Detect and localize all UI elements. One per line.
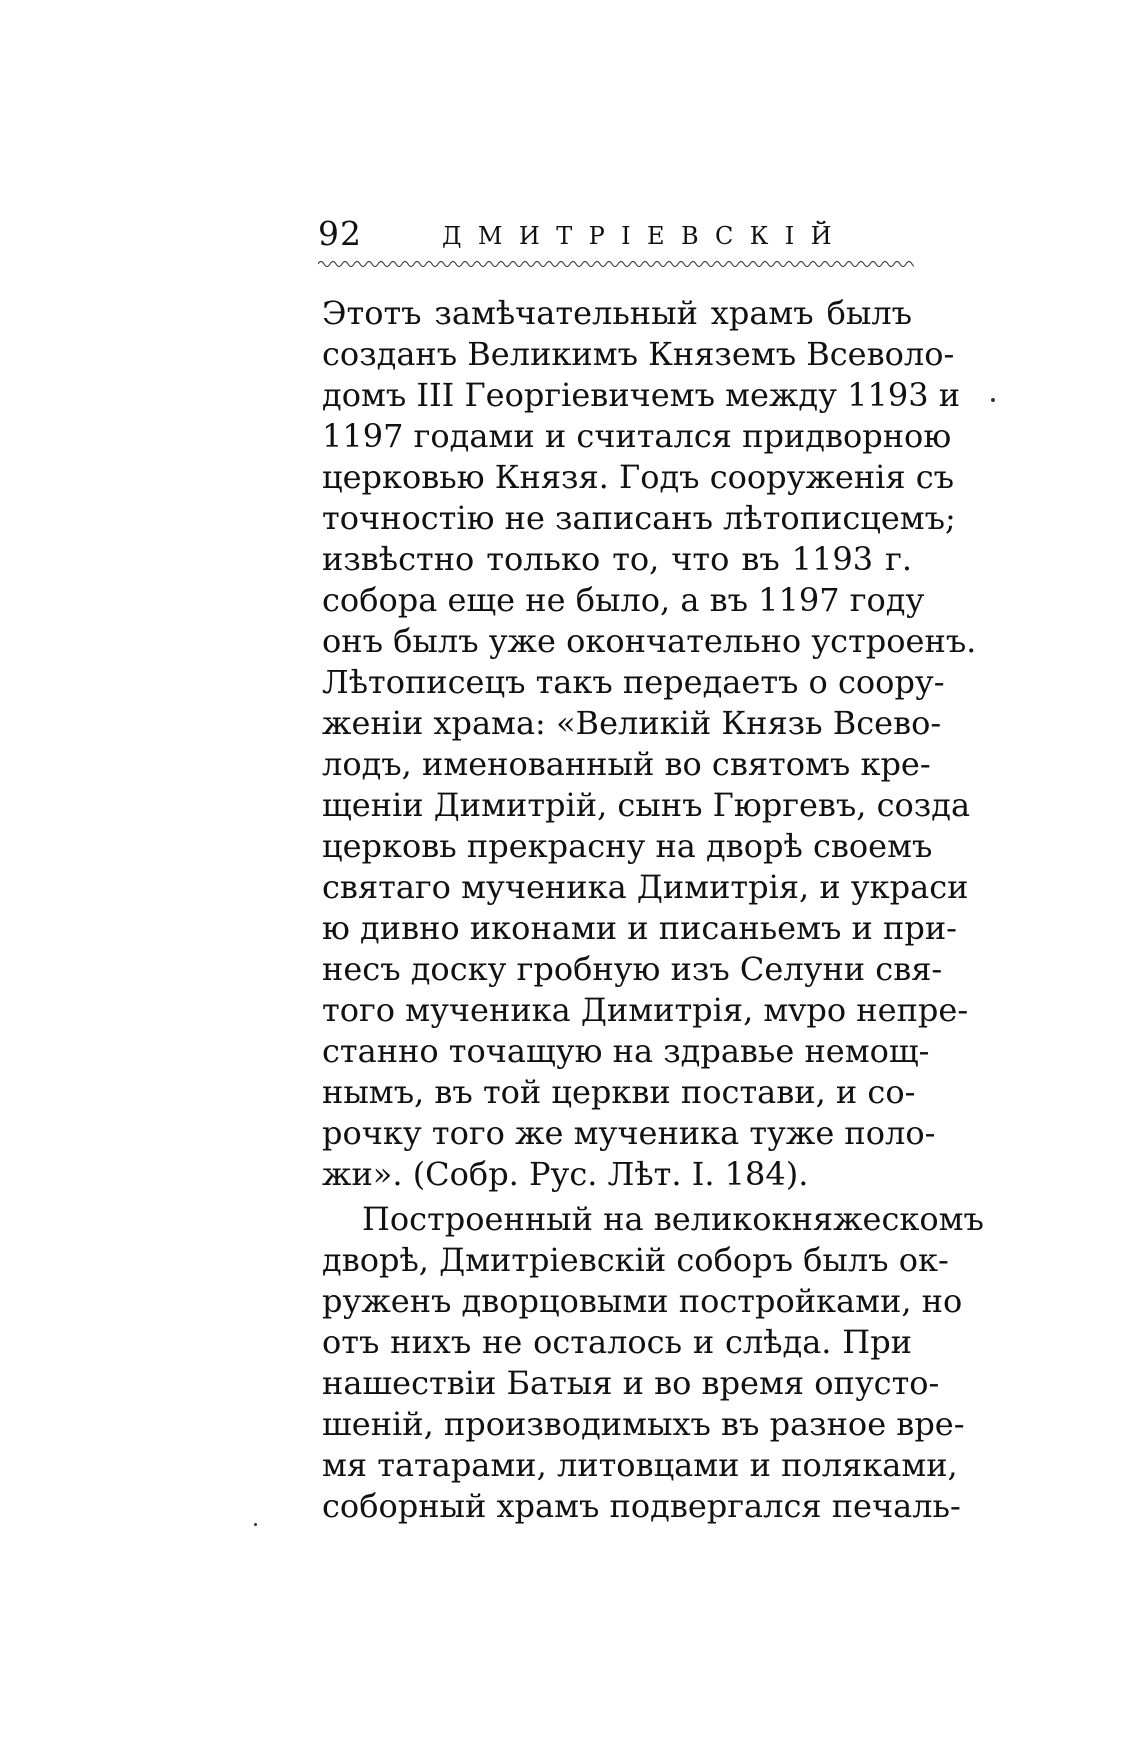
- decorative-wavy-rule: [318, 258, 914, 268]
- text-line: церковью Князя. Годъ сооруженія съ: [322, 458, 955, 496]
- text-line: онъ былъ уже окончательно устроенъ.: [322, 622, 977, 660]
- text-line: Лѣтописецъ такъ передаетъ о соору-: [322, 663, 945, 701]
- text-line: станно точащую на здравье немощ-: [322, 1032, 930, 1070]
- text-line: рочку того же мученика туже поло-: [322, 1114, 936, 1152]
- text-line: жи». (Собр. Рус. Лѣт. I. 184).: [322, 1155, 809, 1193]
- page-header: [318, 214, 914, 254]
- text-line: 1197 годами и считался придворною: [322, 417, 952, 455]
- text-line: отъ нихъ не осталось и слѣда. При: [322, 1323, 912, 1361]
- scan-speck: [254, 1523, 257, 1526]
- text-line: лодъ, именованный во святомъ кре-: [322, 745, 931, 783]
- text-line: нашествіи Батыя и во время опусто-: [322, 1364, 940, 1402]
- text-line: Этотъ замѣчательный храмъ былъ: [322, 294, 912, 332]
- text-line: руженъ дворцовыми постройками, но: [322, 1282, 963, 1320]
- text-line: нымъ, въ той церкви постави, и со-: [322, 1073, 916, 1111]
- text-line: святаго мученика Димитрія, и украси: [322, 868, 969, 906]
- text-line: Построенный на великокняжескомъ: [362, 1200, 984, 1238]
- text-line: того мученика Димитрія, мvро непре-: [322, 991, 969, 1029]
- text-line: соборный храмъ подвергался печаль-: [322, 1487, 961, 1525]
- scan-speck: [991, 398, 995, 402]
- text-line: женіи храма: «Великій Князь Всево-: [322, 704, 942, 742]
- text-line: ю дивно иконами и писаньемъ и при-: [322, 909, 957, 947]
- text-line: несъ доску гробную изъ Селуни свя-: [322, 950, 943, 988]
- text-line: шеній, производимыхъ въ разное вре-: [322, 1405, 965, 1443]
- text-line: точностію не записанъ лѣтописцемъ;: [322, 499, 956, 537]
- text-line: щеніи Димитрій, сынъ Гюргевъ, созда: [322, 786, 971, 824]
- text-line: извѣстно только то, что въ 1193 г.: [322, 540, 912, 578]
- text-line: созданъ Великимъ Княземъ Всеволо-: [322, 335, 955, 373]
- text-line: дворѣ, Дмитріевскій соборъ былъ ок-: [322, 1241, 949, 1279]
- text-line: церковь прекрасну на дворѣ своемъ: [322, 827, 933, 865]
- text-line: домъ III Георгіевичемъ между 1193 и: [322, 376, 961, 414]
- text-line: собора еще не было, а въ 1197 году: [322, 581, 925, 619]
- page-number: 92: [318, 214, 362, 253]
- running-title: ДМИТРІЕВСКІЙ: [442, 222, 848, 250]
- text-line: мя татарами, литовцами и поляками,: [322, 1446, 958, 1484]
